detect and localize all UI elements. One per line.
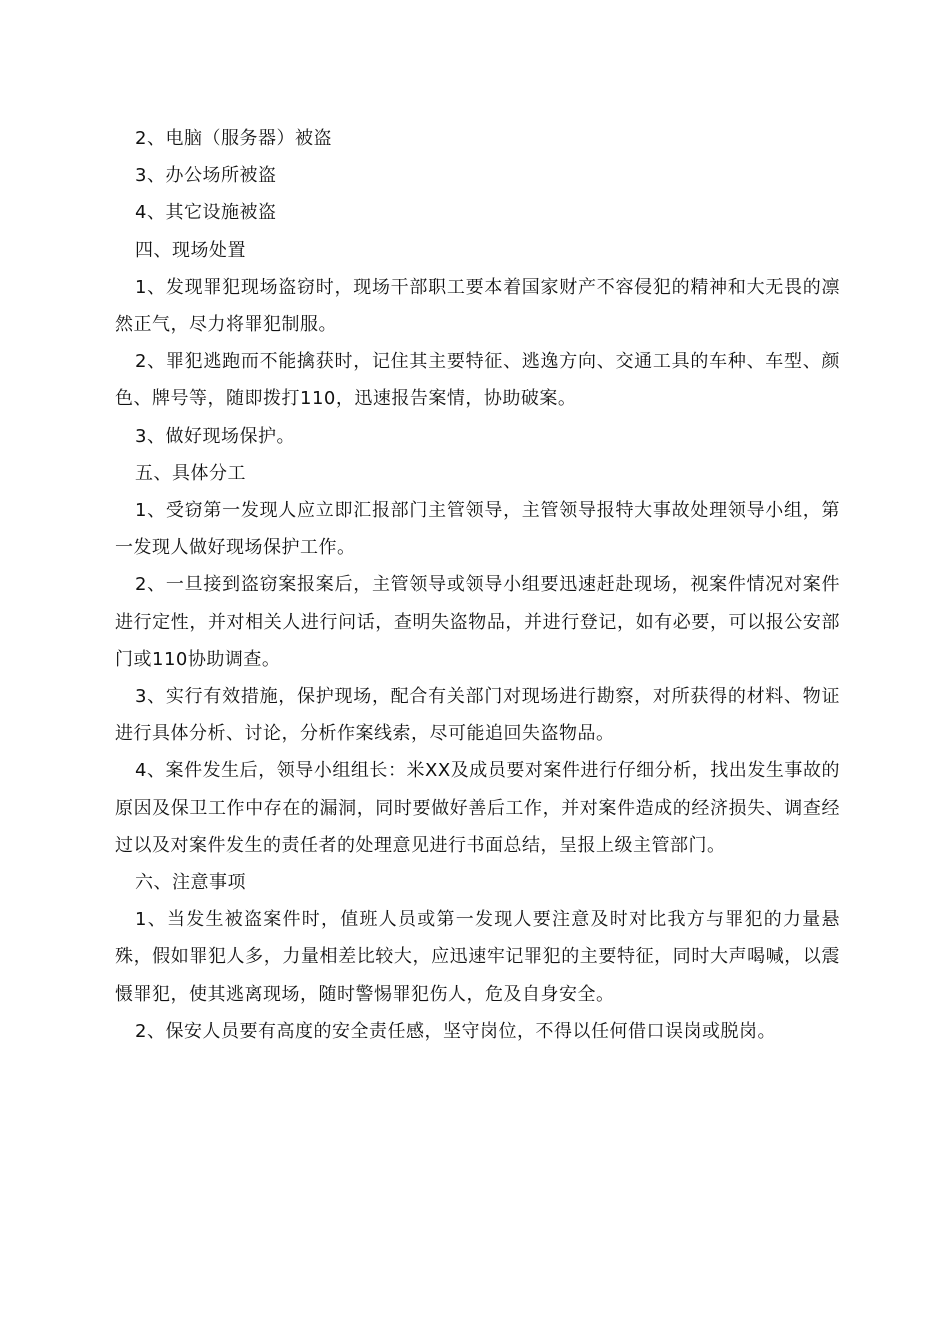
list-item-computer-theft: 2、电脑（服务器）被盗 [135, 128, 332, 149]
paragraph-division-2: 2、一旦接到盗窃案报案后，主管领导或领导小组要迅速赶赴现场，视案件情况对案件进行定性，并对相关人进行问话，查明失盗物品，并进行登记，如有必要，可以报公安部门或110协助调查。 [115, 574, 840, 670]
paragraph-division-4: 4、案件发生后，领导小组组长：米XX及成员要对案件进行仔细分析，找出发生事故的原因及保卫工作中存在的漏洞，同时要做好善后工作，并对案件造成的经济损失、调查经过以及对案件发生的责任者的处理意见进行书面总结，呈报上级主管部门。 [115, 760, 840, 856]
paragraph-onsite-1: 1、发现罪犯现场盗窃时，现场干部职工要本着国家财产不容侵犯的精神和大无畏的凛然正气，尽力将罪犯制服。 [115, 276, 840, 336]
paragraph-notes-2: 2、保安人员要有高度的安全责任感，坚守岗位，不得以任何借口误岗或脱岗。 [135, 1020, 776, 1042]
section-heading-notes: 六、注意事项 [135, 872, 246, 894]
document-body [115, 120, 840, 1050]
list-item-office-theft: 3、办公场所被盗 [135, 165, 277, 187]
paragraph-onsite-3: 3、做好现场保护。 [135, 425, 295, 447]
section-heading-onsite-handling: 四、现场处置 [135, 239, 246, 261]
section-heading-division-of-labor: 五、具体分工 [135, 462, 246, 484]
list-item-other-facility-theft: 4、其它设施被盗 [135, 202, 277, 224]
paragraph-division-3: 3、实行有效措施，保护现场，配合有关部门对现场进行勘察，对所获得的材料、物证进行具体分析、讨论，分析作案线索，尽可能追回失盗物品。 [115, 686, 840, 745]
paragraph-division-1: 1、受窃第一发现人应立即汇报部门主管领导，主管领导报特大事故处理领导小组，第一发现人做好现场保护工作。 [115, 500, 840, 559]
paragraph-onsite-2: 2、罪犯逃跑而不能擒获时，记住其主要特征、逃逸方向、交通工具的车种、车型、颜色、牌号等，随即拨打110，迅速报告案情，协助破案。 [115, 351, 840, 410]
paragraph-notes-1: 1、当发生被盗案件时，值班人员或第一发现人要注意及时对比我方与罪犯的力量悬殊，假如罪犯人多，力量相差比较大，应迅速牢记罪犯的主要特征，同时大声喝喊，以震慑罪犯，使其逃离现场，随时警惕罪犯伤人，危及自身安全。 [115, 909, 840, 1005]
